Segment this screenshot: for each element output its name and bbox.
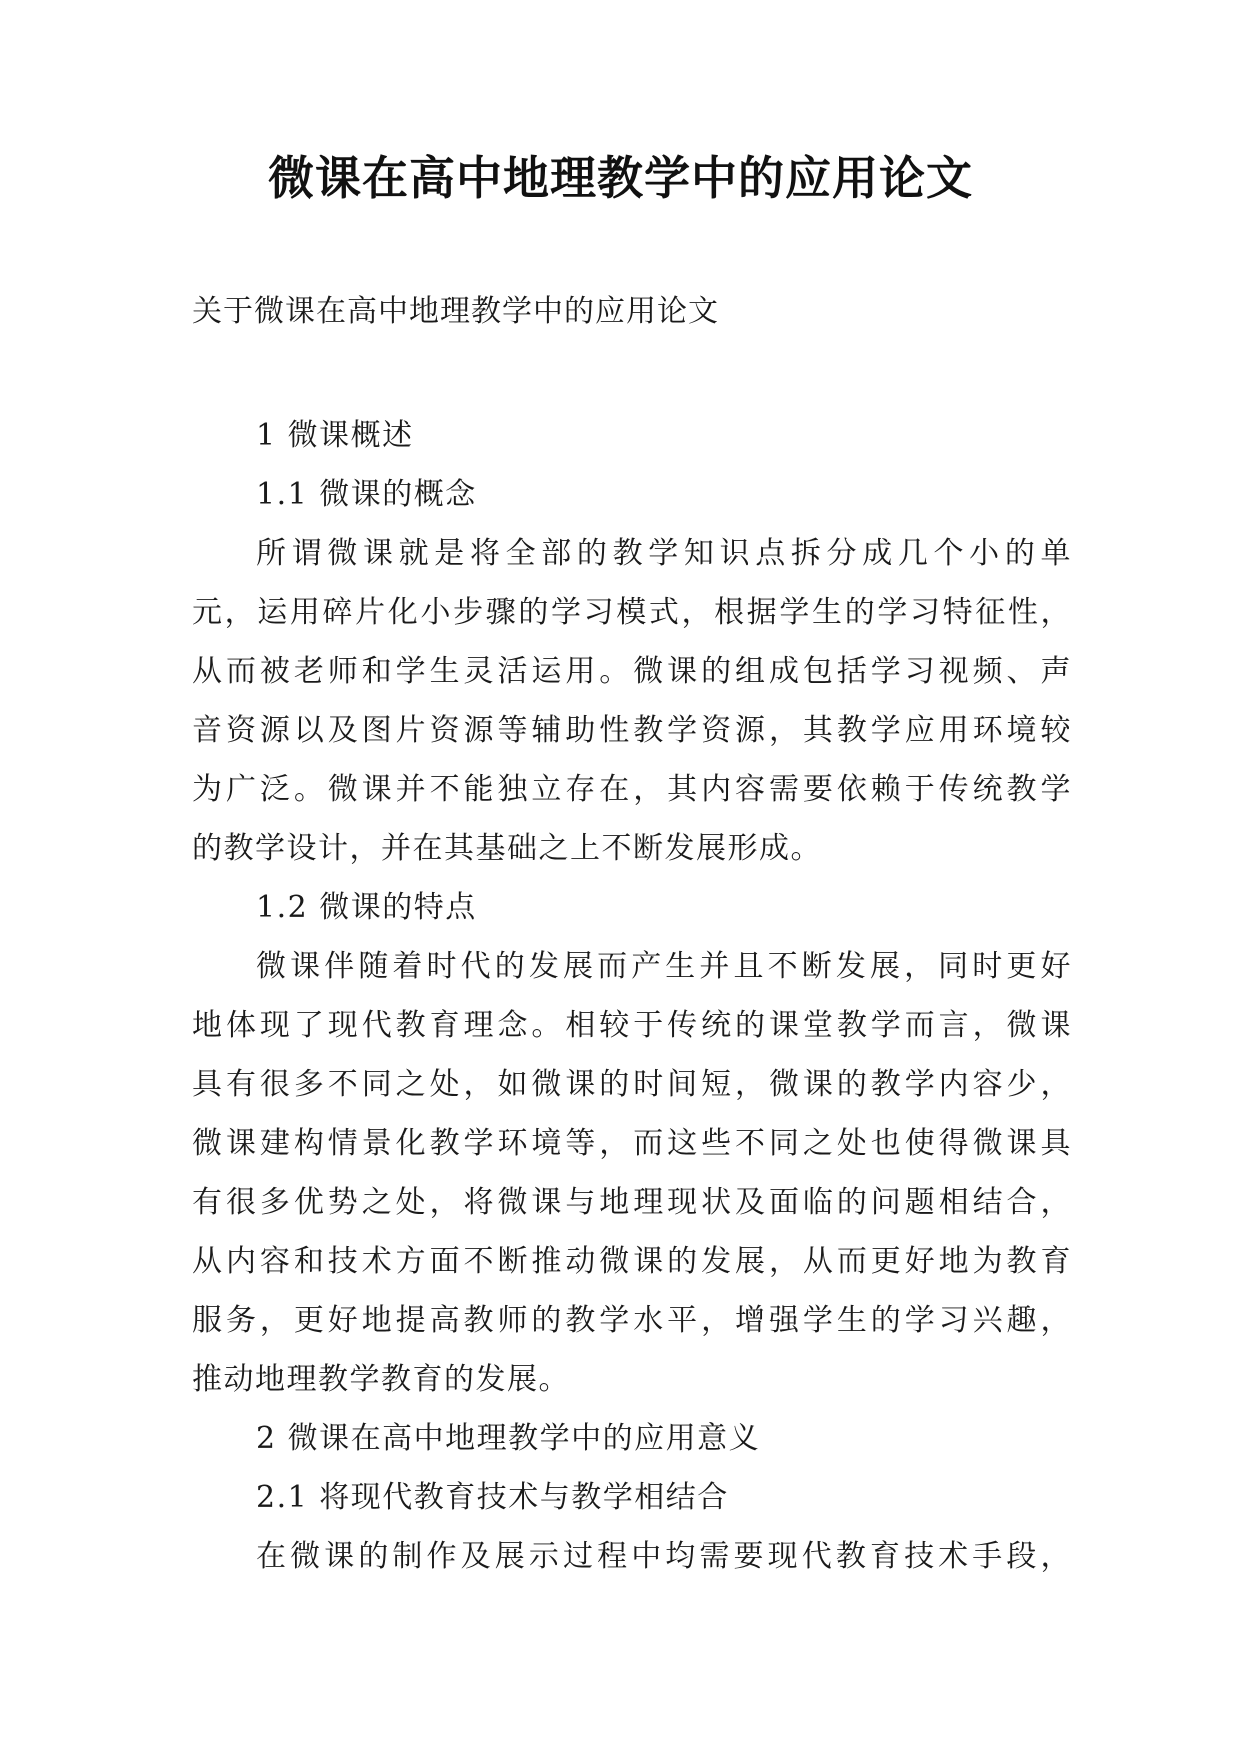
paragraph-technology — [192, 1527, 1072, 1586]
section-heading-1-1: 1.1 微课的概念 — [256, 477, 477, 512]
section-heading-1: 1 微课概述 — [256, 418, 414, 453]
paragraph-concept — [192, 524, 1072, 878]
paragraph-line: 推动地理教学教育的发展。 — [192, 1362, 570, 1397]
paragraph-line: 微课伴随着时代的发展而产生并且不断发展，同时更好 — [256, 949, 1072, 984]
paragraph-line: 音资源以及图片资源等辅助性教学资源，其教学应用环境较 — [192, 713, 1072, 748]
document-title: 微课在高中地理教学中的应用论文 — [268, 151, 973, 205]
paragraph-line: 具有很多不同之处，如微课的时间短，微课的教学内容少， — [192, 1067, 1072, 1102]
paragraph-line: 为广泛。微课并不能独立存在，其内容需要依赖于传统教学 — [192, 772, 1072, 807]
paragraph-line: 在微课的制作及展示过程中均需要现代教育技术手段， — [256, 1539, 1072, 1574]
paragraph-line: 从内容和技术方面不断推动微课的发展，从而更好地为教育 — [192, 1244, 1072, 1279]
section-heading-1-2: 1.2 微课的特点 — [256, 890, 477, 925]
paragraph-line: 的教学设计，并在其基础之上不断发展形成。 — [192, 831, 822, 866]
paragraph-line: 从而被老师和学生灵活运用。微课的组成包括学习视频、声 — [192, 654, 1072, 689]
section-heading-2: 2 微课在高中地理教学中的应用意义 — [256, 1421, 761, 1456]
document-subtitle: 关于微课在高中地理教学中的应用论文 — [192, 294, 719, 329]
paragraph-line: 有很多优势之处，将微课与地理现状及面临的问题相结合， — [192, 1185, 1072, 1220]
paragraph-features — [192, 937, 1072, 1409]
document-body — [192, 406, 1072, 1586]
section-heading-2-1: 2.1 将现代教育技术与教学相结合 — [256, 1480, 729, 1515]
paragraph-line: 元，运用碎片化小步骤的学习模式，根据学生的学习特征性， — [192, 595, 1072, 630]
paragraph-line: 服务，更好地提高教师的教学水平，增强学生的学习兴趣， — [192, 1303, 1072, 1338]
paragraph-line: 所谓微课就是将全部的教学知识点拆分成几个小的单 — [256, 536, 1072, 571]
paragraph-line: 微课建构情景化教学环境等，而这些不同之处也使得微课具 — [192, 1126, 1072, 1161]
paragraph-line: 地体现了现代教育理念。相较于传统的课堂教学而言，微课 — [192, 1008, 1072, 1043]
